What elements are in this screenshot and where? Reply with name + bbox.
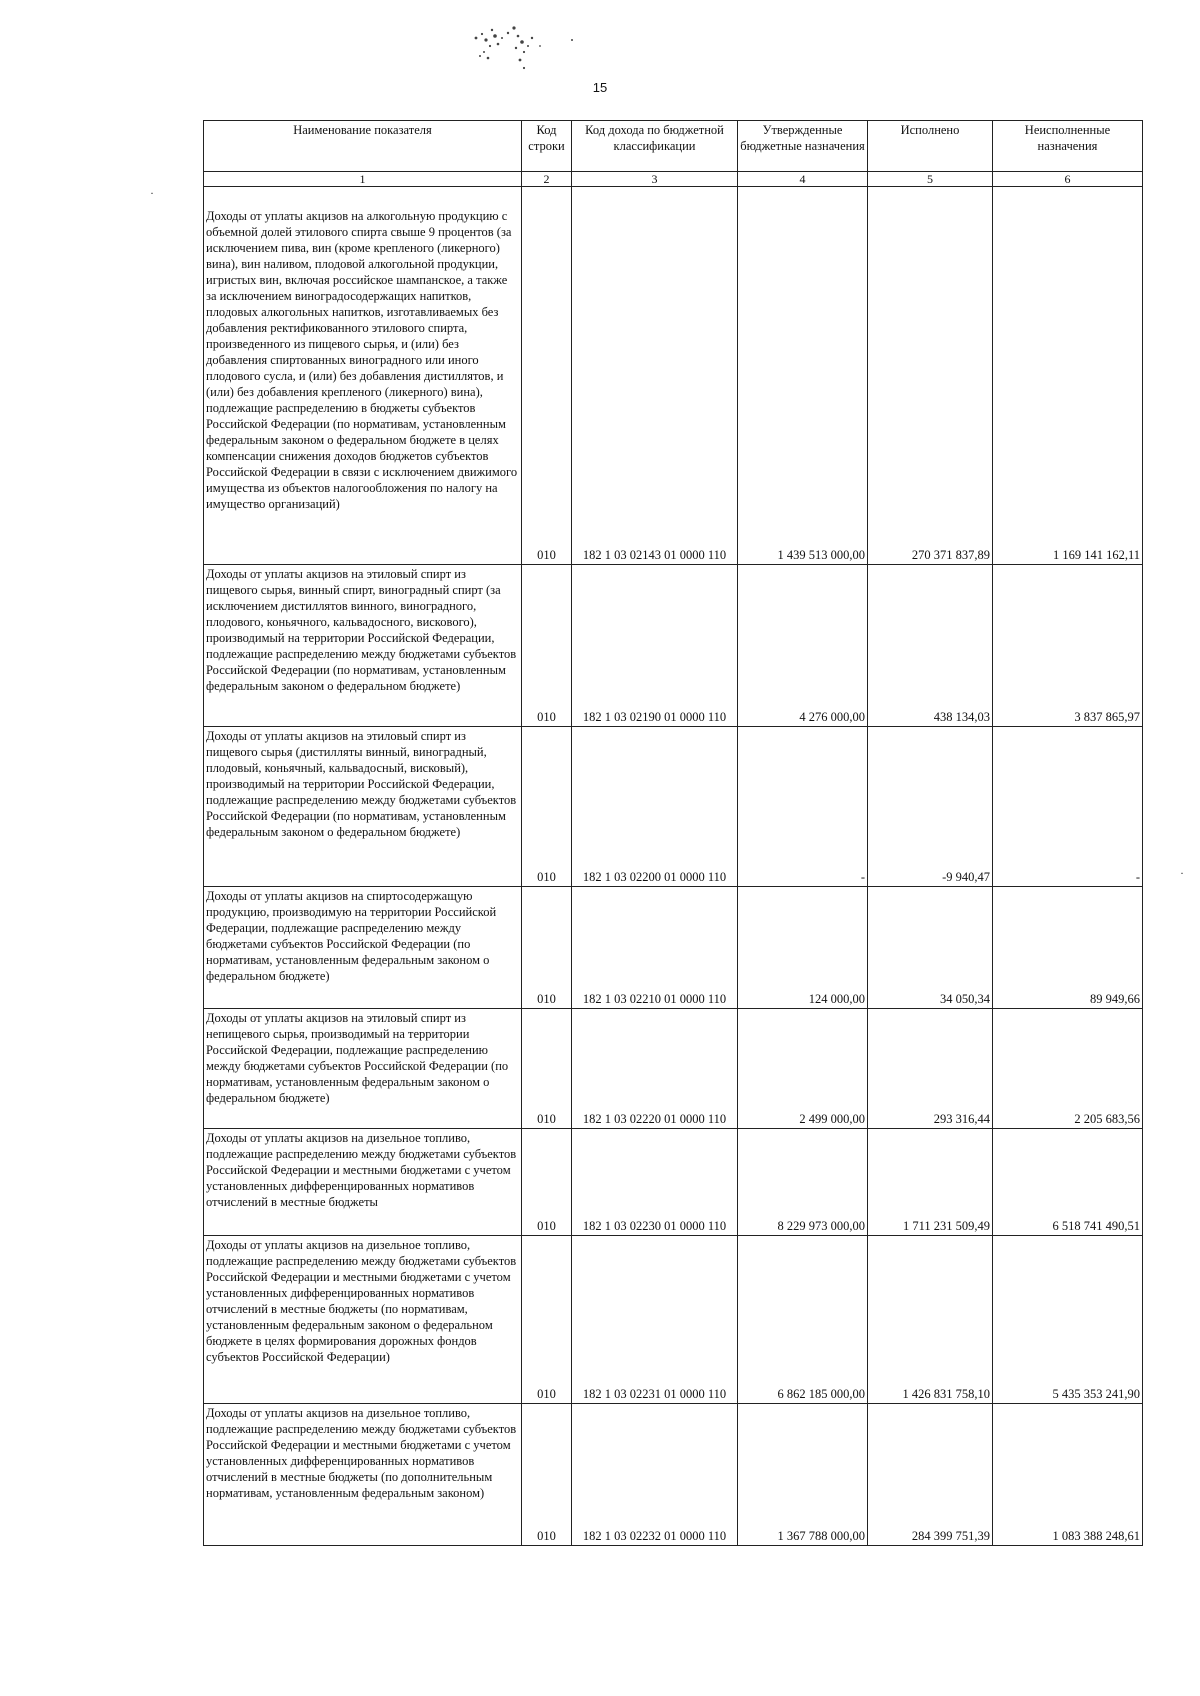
executed-amount: 293 316,44 [868, 1009, 993, 1129]
header-unexecuted: Неисполненные назначения [993, 121, 1143, 172]
executed-amount: 1 426 831 758,10 [868, 1236, 993, 1404]
page-number: 15 [592, 80, 608, 95]
line-code: 010 [522, 1236, 572, 1404]
table-row [204, 187, 1143, 565]
executed-amount: -9 940,47 [868, 727, 993, 887]
income-code: 182 1 03 02210 01 0000 110 [572, 887, 738, 1009]
line-code: 010 [522, 1404, 572, 1546]
approved-amount: 2 499 000,00 [738, 1009, 868, 1129]
scan-speck: · [150, 186, 154, 200]
header-line-code: Код строки [522, 121, 572, 172]
income-code: 182 1 03 02232 01 0000 110 [572, 1404, 738, 1546]
indicator-name: Доходы от уплаты акцизов на этиловый спирт из пищевого сырья, винный спирт, виноградный спирт (за исключением дистиллятов винного, виноградного, плодового, коньячного, кальвадосного, вискового), производимый на территории Российской Федерации, подлежащие распределению между бюджетами субъектов Российской Федерации (по нормативам, установленным федеральным законом о федеральном бюджете) [204, 565, 522, 727]
approved-amount: 1 439 513 000,00 [738, 187, 868, 565]
line-code: 010 [522, 1009, 572, 1129]
column-number: 4 [738, 172, 868, 187]
income-code: 182 1 03 02190 01 0000 110 [572, 565, 738, 727]
unexecuted-amount: 5 435 353 241,90 [993, 1236, 1143, 1404]
column-number-row [204, 172, 1143, 187]
executed-amount: 34 050,34 [868, 887, 993, 1009]
table-row [204, 1404, 1143, 1546]
executed-amount: 270 371 837,89 [868, 187, 993, 565]
executed-amount: 438 134,03 [868, 565, 993, 727]
approved-amount: 1 367 788 000,00 [738, 1404, 868, 1546]
line-code: 010 [522, 187, 572, 565]
indicator-name: Доходы от уплаты акцизов на алкогольную продукцию с объемной долей этилового спирта свыше 9 процентов (за исключением пива, вин (кроме крепленого (ликерного) вина), вин наливом, плодовой алкогольной продукции, игристых вин, включая российское шампанское, а также за исключением виноградосодержащих напитков, плодовых алкогольных напитков, изготавливаемых без добавления ректификованного этилового спирта, произведенного из пищевого сырья, и (или) без добавления спиртованных виноградного или иного плодового сусла, и (или) без добавления дистиллятов, и (или) без добавления крепленого (ликерного) вина), подлежащие распределению в бюджеты субъектов Российской Федерации (по нормативам, установленным федеральным законом о федеральном бюджете в целях компенсации снижения доходов бюджетов субъектов Российской Федерации в связи с исключением движимого имущества из объектов налогообложения по налогу на имущество организаций) [206, 209, 518, 511]
income-code: 182 1 03 02143 01 0000 110 [572, 187, 738, 565]
income-code: 182 1 03 02200 01 0000 110 [572, 727, 738, 887]
income-code: 182 1 03 02231 01 0000 110 [572, 1236, 738, 1404]
header-approved: Утвержденные бюджетные назначения [738, 121, 868, 172]
indicator-name: Доходы от уплаты акцизов на этиловый спирт из непищевого сырья, производимый на территории Российской Федерации, подлежащие распределению между бюджетами субъектов Российской Федерации (по нормативам, установленным федеральным законом о федеральном бюджете) [204, 1009, 522, 1129]
stamp-mark [462, 16, 582, 76]
unexecuted-amount: - [993, 727, 1143, 887]
income-code: 182 1 03 02230 01 0000 110 [572, 1129, 738, 1236]
table-row [204, 727, 1143, 887]
approved-amount: 6 862 185 000,00 [738, 1236, 868, 1404]
column-number: 2 [522, 172, 572, 187]
table-row [204, 1129, 1143, 1236]
approved-amount: 8 229 973 000,00 [738, 1129, 868, 1236]
header-income-code: Код дохода по бюджетной классификации [572, 121, 738, 172]
unexecuted-amount: 1 083 388 248,61 [993, 1404, 1143, 1546]
header-executed: Исполнено [868, 121, 993, 172]
unexecuted-amount: 89 949,66 [993, 887, 1143, 1009]
indicator-name: Доходы от уплаты акцизов на дизельное топливо, подлежащие распределению между бюджетами субъектов Российской Федерации и местными бюджетами с учетом установленных дифференцированных нормативов отчислений в местные бюджеты [204, 1129, 522, 1236]
approved-amount: 4 276 000,00 [738, 565, 868, 727]
budget-income-table [203, 120, 1143, 1546]
line-code: 010 [522, 1129, 572, 1236]
scan-speck: · [1180, 866, 1184, 880]
table-row [204, 1236, 1143, 1404]
income-code: 182 1 03 02220 01 0000 110 [572, 1009, 738, 1129]
approved-amount: - [738, 727, 868, 887]
table-row [204, 1009, 1143, 1129]
line-code: 010 [522, 887, 572, 1009]
line-code: 010 [522, 565, 572, 727]
unexecuted-amount: 6 518 741 490,51 [993, 1129, 1143, 1236]
executed-amount: 1 711 231 509,49 [868, 1129, 993, 1236]
indicator-name: Доходы от уплаты акцизов на дизельное топливо, подлежащие распределению между бюджетами субъектов Российской Федерации и местными бюджетами с учетом установленных дифференцированных нормативов отчислений в местные бюджеты (по нормативам, установленным федеральным законом о федеральном бюджете в целях формирования дорожных фондов субъектов Российской Федерации) [204, 1236, 522, 1404]
unexecuted-amount: 1 169 141 162,11 [993, 187, 1143, 565]
header-indicator-name: Наименование показателя [204, 121, 522, 172]
column-number: 5 [868, 172, 993, 187]
table-row [204, 887, 1143, 1009]
approved-amount: 124 000,00 [738, 887, 868, 1009]
indicator-name: Доходы от уплаты акцизов на дизельное топливо, подлежащие распределению между бюджетами субъектов Российской Федерации и местными бюджетами с учетом установленных дифференцированных нормативов отчислений в местные бюджеты (по дополнительным нормативам, установленным федеральным законом) [204, 1404, 522, 1546]
indicator-name: Доходы от уплаты акцизов на спиртосодержащую продукцию, производимую на территории Российской Федерации, подлежащие распределению между бюджетами субъектов Российской Федерации (по нормативам, установленным федеральным законом о федеральном бюджете) [204, 887, 522, 1009]
column-number: 1 [204, 172, 522, 187]
column-number: 6 [993, 172, 1143, 187]
column-number: 3 [572, 172, 738, 187]
unexecuted-amount: 3 837 865,97 [993, 565, 1143, 727]
unexecuted-amount: 2 205 683,56 [993, 1009, 1143, 1129]
indicator-name: Доходы от уплаты акцизов на этиловый спирт из пищевого сырья (дистилляты винный, виноградный, плодовый, коньячный, кальвадосный, висковый), производимый на территории Российской Федерации, подлежащие распределению между бюджетами субъектов Российской Федерации (по нормативам, установленным федеральным законом о федеральном бюджете) [204, 727, 522, 887]
line-code: 010 [522, 727, 572, 887]
executed-amount: 284 399 751,39 [868, 1404, 993, 1546]
table-row [204, 565, 1143, 727]
